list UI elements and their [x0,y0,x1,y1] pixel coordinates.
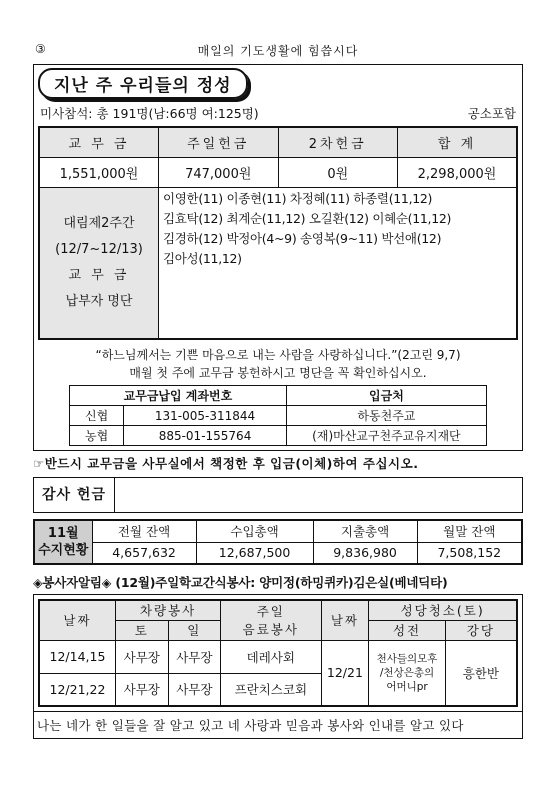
thanksgiving-offering-box [33,477,523,513]
offerings-title: 지난 주 우리들의 정성 [38,68,248,99]
attendance-line [38,104,518,122]
drink-header [221,600,321,640]
prev-balance-value: 4,657,632 [92,542,196,564]
finance-month-label [34,520,92,564]
col-total: 합 계 [398,127,518,157]
donor-names-line: 김효탁(12) 최계순(11,12) 오길환(12) 이혜순(11,12) [163,210,452,226]
income-value: 12,687,500 [196,542,313,564]
vehicle-sun: 사무장 [168,673,221,706]
donor-row [39,187,517,339]
end-balance-value: 7,508,152 [417,542,522,564]
cleaning-date: 12/21 [321,640,369,706]
bulletin-page [33,40,523,739]
cleaning-altar-line: 천사들의모후 [376,652,438,665]
drink-team: 프란치스코회 [221,673,321,706]
donor-list-label [39,187,159,339]
income-header: 수입총액 [196,520,313,542]
vehicle-sat: 사무장 [115,640,168,673]
finance-month: 11월 [47,526,79,541]
donor-label-line: 대림제2주간 [63,215,135,231]
cleaning-header: 성당청소(토) [369,600,517,620]
hall-header: 강당 [445,620,517,640]
tithe-value: 1,551,000원 [39,157,159,187]
scripture-quote [38,346,518,382]
altar-header: 성전 [369,620,445,640]
account-number: 885-01-155764 [124,426,287,446]
volunteer-header-row [39,600,517,620]
cleaning-hall-team: 흥한반 [445,640,517,706]
vehicle-sun: 사무장 [168,640,221,673]
end-balance-header: 월말 잔액 [417,520,522,542]
offerings-header-row [39,127,517,157]
volunteer-row [39,640,517,673]
account-number-header: 교무금납입 계좌번호 [70,386,287,406]
quote-line: “하느님께서는 기쁜 마음으로 내는 사람을 사랑하십니다.”(2고린 9,7) [95,348,461,362]
col-second-collection: 2차헌금 [278,127,398,157]
donor-names-line: 이영한(11) 이종현(11) 차정혜(11) 하종렬(11,12) [163,190,433,206]
quote-line: 매월 첫 주에 교무금 봉헌하시고 명단을 꼭 확인하십시오. [129,366,427,380]
expense-header: 지출총액 [313,520,417,542]
donor-label-line: 교 무 금 [68,267,130,283]
monthly-finance-table [33,519,523,565]
volunteer-section [33,594,523,712]
volunteer-date: 12/14,15 [39,640,115,673]
sunday-offering-value: 747,000원 [159,157,279,187]
drink-team: 데레사회 [221,640,321,673]
donor-names-line: 김경하(12) 박정아(4~9) 송영복(9~11) 박선애(12) [163,230,442,246]
attendance-note: 공소포함 [467,106,516,121]
volunteer-table [38,599,518,707]
account-row [70,426,487,446]
second-collection-value: 0원 [278,157,398,187]
offerings-value-row [39,157,517,187]
vehicle-header: 차량봉사 [115,600,220,620]
donor-names [159,187,518,339]
account-row [70,406,487,426]
attendance-count: 미사참석: 총 191명(남:66명 여:125명) [40,106,259,121]
page-header [33,40,523,60]
donor-label-line: (12/7~12/13) [55,241,143,257]
depositee-header: 입금처 [286,386,486,406]
page-motto: 매일의 기도생활에 힘씁시다 [197,44,359,58]
deposit-notice: ☞반드시 교무금을 사무실에서 책정한 후 입금(이체)하여 주십시오. [33,456,419,471]
finance-header-row [34,520,522,542]
offerings-section [33,64,523,451]
finance-value-row [34,542,522,564]
account-table [69,385,487,446]
page-number: ③ [35,42,46,56]
prev-balance-header: 전월 잔액 [92,520,196,542]
account-header-row [70,386,487,406]
col-sunday-offering: 주일헌금 [159,127,279,157]
drink-header-line: 주일 [256,604,285,620]
cleaning-altar-team [369,640,445,706]
total-value: 2,298,000원 [398,157,518,187]
bank-name: 신협 [70,406,124,426]
donor-label-line: 납부자 명단 [65,293,133,309]
cleaning-altar-line: /천상은총의 [379,666,435,679]
account-number: 131-005-311844 [124,406,287,426]
vehicle-sat: 사무장 [115,673,168,706]
depositee: (재)마산교구천주교유지재단 [286,426,486,446]
footer-verse: 나는 네가 한 일들을 잘 알고 있고 네 사랑과 믿음과 봉사와 인내를 알고 있다 [33,712,523,739]
date2-header: 날짜 [321,600,369,640]
bank-name: 농협 [70,426,124,446]
depositee: 하동천주교 [286,406,486,426]
finance-month-sub: 수지현황 [38,543,89,558]
expense-value: 9,836,980 [313,542,417,564]
date-header: 날짜 [39,600,115,640]
cleaning-altar-line: 어머니pr [386,680,428,693]
volunteer-date: 12/21,22 [39,673,115,706]
sunday-header: 일 [168,620,221,640]
col-tithe: 교 무 금 [39,127,159,157]
thanksgiving-offering-label: 감사 헌금 [34,478,115,512]
donor-names-line: 김아성(11,12) [163,250,242,266]
drink-header-line: 음료봉사 [242,622,299,638]
saturday-header: 토 [115,620,168,640]
offerings-table [38,126,518,340]
volunteer-title: ◈봉사자알림◈ (12월)주일학교간식봉사: 양미정(하밍퀴카)김은실(베네딕타) [33,575,448,590]
